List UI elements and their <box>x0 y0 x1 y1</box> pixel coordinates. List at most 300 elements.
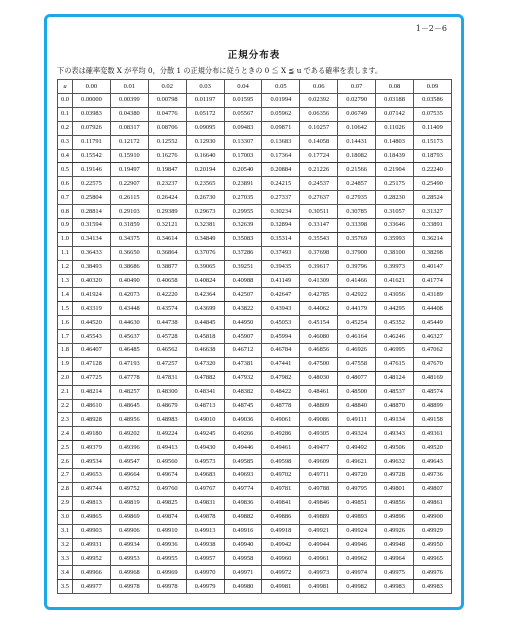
row-header-u: 2.9 <box>58 496 73 510</box>
table-cell: 0.38100 <box>376 246 414 260</box>
table-cell: 0.30511 <box>300 205 338 219</box>
table-cell: 0.48778 <box>262 399 300 413</box>
table-row <box>58 357 452 371</box>
table-cell: 0.49632 <box>376 455 414 469</box>
table-cell: 0.48257 <box>110 385 148 399</box>
table-cell: 0.39617 <box>300 260 338 274</box>
table-cell: 0.49970 <box>186 566 224 580</box>
table-cell: 0.36214 <box>414 232 452 246</box>
table-cell: 0.41309 <box>300 274 338 288</box>
table-cell: 0.49831 <box>186 496 224 510</box>
table-cell: 0.06356 <box>300 107 338 121</box>
table-cell: 0.49825 <box>148 496 186 510</box>
row-header-u: 1.1 <box>58 246 73 260</box>
table-cell: 0.09483 <box>224 121 262 135</box>
table-cell: 0.48077 <box>338 371 376 385</box>
table-cell: 0.49361 <box>414 427 452 441</box>
table-cell: 0.33147 <box>300 219 338 233</box>
table-cell: 0.49036 <box>224 413 262 427</box>
table-cell: 0.44630 <box>110 316 148 330</box>
table-cell: 0.27935 <box>338 191 376 205</box>
table-cell: 0.11409 <box>414 121 452 135</box>
table-cell: 0.16276 <box>148 149 186 163</box>
table-cell: 0.49981 <box>262 580 300 594</box>
table-cell: 0.46164 <box>338 330 376 344</box>
table-cell: 0.34134 <box>73 232 111 246</box>
table-cell: 0.41621 <box>376 274 414 288</box>
table-cell: 0.49520 <box>414 441 452 455</box>
table-cell: 0.07142 <box>376 107 414 121</box>
table-row <box>58 163 452 177</box>
table-cell: 0.39973 <box>376 260 414 274</box>
table-cell: 0.47128 <box>73 357 111 371</box>
table-cell: 0.43822 <box>224 302 262 316</box>
table-cell: 0.03188 <box>376 94 414 108</box>
table-cell: 0.47441 <box>262 357 300 371</box>
table-cell: 0.49900 <box>414 510 452 524</box>
row-header-u: 1.5 <box>58 302 73 316</box>
table-cell: 0.26115 <box>110 191 148 205</box>
column-header: 0.05 <box>262 80 300 94</box>
table-cell: 0.49938 <box>186 538 224 552</box>
row-header-u: 2.8 <box>58 482 73 496</box>
row-header-u: 3.2 <box>58 538 73 552</box>
table-cell: 0.46926 <box>338 344 376 358</box>
column-header: 0.01 <box>110 80 148 94</box>
table-cell: 0.15910 <box>110 149 148 163</box>
table-cell: 0.41924 <box>73 288 111 302</box>
table-cell: 0.49851 <box>338 496 376 510</box>
table-cell: 0.29389 <box>148 205 186 219</box>
table-cell: 0.45352 <box>376 316 414 330</box>
table-cell: 0.35314 <box>262 232 300 246</box>
table-cell: 0.46995 <box>376 344 414 358</box>
table-cell: 0.17003 <box>224 149 262 163</box>
table-cell: 0.46327 <box>414 330 452 344</box>
table-cell: 0.48341 <box>186 385 224 399</box>
table-cell: 0.49702 <box>262 469 300 483</box>
table-cell: 0.11791 <box>73 135 111 149</box>
table-cell: 0.25175 <box>376 177 414 191</box>
table-cell: 0.49446 <box>224 441 262 455</box>
table-cell: 0.49946 <box>338 538 376 552</box>
table-cell: 0.48537 <box>376 385 414 399</box>
column-header: 0.03 <box>186 80 224 94</box>
table-cell: 0.20194 <box>186 163 224 177</box>
table-cell: 0.43574 <box>148 302 186 316</box>
table-cell: 0.49767 <box>186 482 224 496</box>
table-cell: 0.44738 <box>148 316 186 330</box>
table-row <box>58 246 452 260</box>
table-cell: 0.00000 <box>73 94 111 108</box>
table-cell: 0.17724 <box>300 149 338 163</box>
table-cell: 0.34375 <box>110 232 148 246</box>
table-cell: 0.44295 <box>376 302 414 316</box>
table-cell: 0.41149 <box>262 274 300 288</box>
table-cell: 0.47982 <box>262 371 300 385</box>
table-cell: 0.21566 <box>338 163 376 177</box>
table-cell: 0.37493 <box>262 246 300 260</box>
row-header-u: 2.3 <box>58 413 73 427</box>
table-cell: 0.38877 <box>148 260 186 274</box>
column-header: 0.00 <box>73 80 111 94</box>
table-cell: 0.40490 <box>110 274 148 288</box>
table-cell: 0.49461 <box>262 441 300 455</box>
table-cell: 0.49964 <box>376 552 414 566</box>
table-cell: 0.12552 <box>148 135 186 149</box>
table-cell: 0.49547 <box>110 455 148 469</box>
table-cell: 0.49245 <box>186 427 224 441</box>
table-cell: 0.22907 <box>110 177 148 191</box>
row-header-u: 0.2 <box>58 121 73 135</box>
table-row <box>58 121 452 135</box>
table-cell: 0.49693 <box>224 469 262 483</box>
row-header-u: 0.4 <box>58 149 73 163</box>
table-cell: 0.48422 <box>262 385 300 399</box>
table-cell: 0.49621 <box>338 455 376 469</box>
table-cell: 0.44950 <box>224 316 262 330</box>
table-description: 下の表は確率変数 X が平均 0，分散 1 の正規分布に従うときの 0 ≦ X ≦ u である確率を表します。 <box>57 66 383 75</box>
table-cell: 0.45994 <box>262 330 300 344</box>
column-header: 0.02 <box>148 80 186 94</box>
page-number: 1－2－6 <box>415 24 447 33</box>
table-cell: 0.46246 <box>376 330 414 344</box>
document-frame <box>44 14 464 610</box>
table-cell: 0.18439 <box>376 149 414 163</box>
table-cell: 0.48870 <box>376 399 414 413</box>
table-cell: 0.49940 <box>224 538 262 552</box>
table-cell: 0.49609 <box>300 455 338 469</box>
table-cell: 0.48840 <box>338 399 376 413</box>
table-cell: 0.37698 <box>300 246 338 260</box>
table-cell: 0.41774 <box>414 274 452 288</box>
table-cell: 0.11026 <box>376 121 414 135</box>
table-cell: 0.25804 <box>73 191 111 205</box>
table-cell: 0.49965 <box>414 552 452 566</box>
table-cell: 0.19847 <box>148 163 186 177</box>
table-cell: 0.49966 <box>73 566 111 580</box>
row-header-u: 0.1 <box>58 107 73 121</box>
table-header-row <box>58 80 452 94</box>
table-cell: 0.39435 <box>262 260 300 274</box>
table-cell: 0.10257 <box>300 121 338 135</box>
table-cell: 0.49010 <box>186 413 224 427</box>
table-cell: 0.49343 <box>376 427 414 441</box>
table-cell: 0.49924 <box>338 524 376 538</box>
row-header-u: 0.8 <box>58 205 73 219</box>
table-cell: 0.30785 <box>338 205 376 219</box>
table-cell: 0.48956 <box>110 413 148 427</box>
table-cell: 0.49931 <box>73 538 111 552</box>
table-cell: 0.49926 <box>376 524 414 538</box>
table-cell: 0.45154 <box>300 316 338 330</box>
table-cell: 0.48899 <box>414 399 452 413</box>
table-cell: 0.20884 <box>262 163 300 177</box>
table-cell: 0.31327 <box>414 205 452 219</box>
table-cell: 0.49910 <box>148 524 186 538</box>
table-cell: 0.49379 <box>73 441 111 455</box>
table-cell: 0.43699 <box>186 302 224 316</box>
table-cell: 0.49896 <box>376 510 414 524</box>
table-cell: 0.14431 <box>338 135 376 149</box>
table-cell: 0.09871 <box>262 121 300 135</box>
table-cell: 0.49788 <box>300 482 338 496</box>
table-row <box>58 482 452 496</box>
table-cell: 0.41466 <box>338 274 376 288</box>
table-cell: 0.46080 <box>300 330 338 344</box>
table-cell: 0.44845 <box>186 316 224 330</box>
table-cell: 0.49960 <box>262 552 300 566</box>
table-cell: 0.39251 <box>224 260 262 274</box>
table-cell: 0.49683 <box>186 469 224 483</box>
table-cell: 0.49286 <box>262 427 300 441</box>
table-cell: 0.47320 <box>186 357 224 371</box>
table-cell: 0.49903 <box>73 524 111 538</box>
table-row <box>58 135 452 149</box>
table-cell: 0.49134 <box>376 413 414 427</box>
table-cell: 0.49266 <box>224 427 262 441</box>
table-cell: 0.49711 <box>300 469 338 483</box>
table-row <box>58 566 452 580</box>
table-cell: 0.47381 <box>224 357 262 371</box>
table-cell: 0.49430 <box>186 441 224 455</box>
table-cell: 0.49929 <box>414 524 452 538</box>
table-cell: 0.48610 <box>73 399 111 413</box>
table-cell: 0.49913 <box>186 524 224 538</box>
row-header-u: 3.3 <box>58 552 73 566</box>
table-cell: 0.22240 <box>414 163 452 177</box>
table-row <box>58 330 452 344</box>
row-header-u: 0.7 <box>58 191 73 205</box>
table-row <box>58 191 452 205</box>
table-cell: 0.42785 <box>300 288 338 302</box>
table-cell: 0.44520 <box>73 316 111 330</box>
table-cell: 0.13683 <box>262 135 300 149</box>
table-cell: 0.44408 <box>414 302 452 316</box>
table-cell: 0.49664 <box>110 469 148 483</box>
table-cell: 0.48983 <box>148 413 186 427</box>
table-row <box>58 302 452 316</box>
table-cell: 0.13307 <box>224 135 262 149</box>
table-row <box>58 232 452 246</box>
table-row <box>58 219 452 233</box>
table-cell: 0.49981 <box>300 580 338 594</box>
table-cell: 0.07926 <box>73 121 111 135</box>
table-cell: 0.27035 <box>224 191 262 205</box>
row-header-u: 3.5 <box>58 580 73 594</box>
table-cell: 0.49878 <box>186 510 224 524</box>
row-header-u: 0.5 <box>58 163 73 177</box>
table-cell: 0.15173 <box>414 135 452 149</box>
table-cell: 0.10642 <box>338 121 376 135</box>
table-cell: 0.18082 <box>338 149 376 163</box>
table-cell: 0.46638 <box>186 344 224 358</box>
table-cell: 0.49982 <box>338 580 376 594</box>
table-cell: 0.48679 <box>148 399 186 413</box>
table-cell: 0.37076 <box>186 246 224 260</box>
table-cell: 0.49752 <box>110 482 148 496</box>
table-cell: 0.00798 <box>148 94 186 108</box>
table-cell: 0.49957 <box>186 552 224 566</box>
table-cell: 0.16640 <box>186 149 224 163</box>
table-cell: 0.49807 <box>414 482 452 496</box>
table-cell: 0.24537 <box>300 177 338 191</box>
row-header-u: 1.7 <box>58 330 73 344</box>
table-cell: 0.40147 <box>414 260 452 274</box>
table-cell: 0.38298 <box>414 246 452 260</box>
table-cell: 0.01197 <box>186 94 224 108</box>
table-cell: 0.23891 <box>224 177 262 191</box>
row-header-u: 2.6 <box>58 455 73 469</box>
table-cell: 0.43943 <box>262 302 300 316</box>
table-cell: 0.48500 <box>338 385 376 399</box>
table-cell: 0.49950 <box>414 538 452 552</box>
table-cell: 0.49936 <box>148 538 186 552</box>
row-header-u: 1.9 <box>58 357 73 371</box>
table-cell: 0.49978 <box>148 580 186 594</box>
table-cell: 0.09095 <box>186 121 224 135</box>
table-cell: 0.49974 <box>338 566 376 580</box>
table-cell: 0.43319 <box>73 302 111 316</box>
table-cell: 0.46856 <box>300 344 338 358</box>
table-cell: 0.36650 <box>110 246 148 260</box>
table-cell: 0.29103 <box>110 205 148 219</box>
table-cell: 0.26424 <box>148 191 186 205</box>
table-cell: 0.49653 <box>73 469 111 483</box>
table-cell: 0.49874 <box>148 510 186 524</box>
table-cell: 0.49886 <box>262 510 300 524</box>
table-cell: 0.49801 <box>376 482 414 496</box>
table-cell: 0.06749 <box>338 107 376 121</box>
table-cell: 0.43448 <box>110 302 148 316</box>
table-row <box>58 205 452 219</box>
table-cell: 0.45907 <box>224 330 262 344</box>
table-cell: 0.04380 <box>110 107 148 121</box>
table-cell: 0.40320 <box>73 274 111 288</box>
table-cell: 0.30234 <box>262 205 300 219</box>
table-cell: 0.35543 <box>300 232 338 246</box>
table-cell: 0.35993 <box>376 232 414 246</box>
table-cell: 0.49978 <box>110 580 148 594</box>
table-row <box>58 107 452 121</box>
table-cell: 0.48461 <box>300 385 338 399</box>
table-cell: 0.02392 <box>300 94 338 108</box>
table-row <box>58 260 452 274</box>
table-cell: 0.29673 <box>186 205 224 219</box>
table-cell: 0.49972 <box>262 566 300 580</box>
table-cell: 0.49305 <box>300 427 338 441</box>
row-header-u: 2.4 <box>58 427 73 441</box>
table-cell: 0.49983 <box>414 580 452 594</box>
table-cell: 0.49781 <box>262 482 300 496</box>
table-cell: 0.49492 <box>338 441 376 455</box>
table-cell: 0.48030 <box>300 371 338 385</box>
row-header-u: 0.0 <box>58 94 73 108</box>
table-cell: 0.47932 <box>224 371 262 385</box>
table-cell: 0.49869 <box>110 510 148 524</box>
table-cell: 0.49955 <box>148 552 186 566</box>
table-cell: 0.49598 <box>262 455 300 469</box>
table-cell: 0.19146 <box>73 163 111 177</box>
table-cell: 0.49202 <box>110 427 148 441</box>
row-header-u: 1.2 <box>58 260 73 274</box>
table-cell: 0.46712 <box>224 344 262 358</box>
row-header-u: 2.1 <box>58 385 73 399</box>
table-row <box>58 455 452 469</box>
table-cell: 0.49061 <box>262 413 300 427</box>
table-cell: 0.49744 <box>73 482 111 496</box>
table-cell: 0.42073 <box>110 288 148 302</box>
table-cell: 0.49979 <box>186 580 224 594</box>
table-cell: 0.27337 <box>262 191 300 205</box>
table-cell: 0.17364 <box>262 149 300 163</box>
table-cell: 0.49396 <box>110 441 148 455</box>
table-cell: 0.47257 <box>148 357 186 371</box>
table-cell: 0.49942 <box>262 538 300 552</box>
table-cell: 0.49585 <box>224 455 262 469</box>
table-cell: 0.45637 <box>110 330 148 344</box>
table-cell: 0.31057 <box>376 205 414 219</box>
table-cell: 0.45449 <box>414 316 452 330</box>
table-cell: 0.49856 <box>376 496 414 510</box>
table-cell: 0.49861 <box>414 496 452 510</box>
table-cell: 0.48300 <box>148 385 186 399</box>
table-row <box>58 441 452 455</box>
table-cell: 0.03586 <box>414 94 452 108</box>
table-cell: 0.49934 <box>110 538 148 552</box>
table-cell: 0.49813 <box>73 496 111 510</box>
table-cell: 0.32381 <box>186 219 224 233</box>
table-cell: 0.40824 <box>186 274 224 288</box>
table-row <box>58 385 452 399</box>
table-cell: 0.47882 <box>186 371 224 385</box>
table-cell: 0.02790 <box>338 94 376 108</box>
table-row <box>58 288 452 302</box>
table-cell: 0.32894 <box>262 219 300 233</box>
column-header: 0.07 <box>338 80 376 94</box>
table-cell: 0.04776 <box>148 107 186 121</box>
table-cell: 0.20540 <box>224 163 262 177</box>
table-cell: 0.49944 <box>300 538 338 552</box>
table-cell: 0.44179 <box>338 302 376 316</box>
table-cell: 0.49841 <box>262 496 300 510</box>
table-cell: 0.45728 <box>148 330 186 344</box>
table-cell: 0.33398 <box>338 219 376 233</box>
normal-distribution-table <box>57 79 452 594</box>
table-cell: 0.24215 <box>262 177 300 191</box>
table-cell: 0.42647 <box>262 288 300 302</box>
table-cell: 0.49560 <box>148 455 186 469</box>
table-cell: 0.15542 <box>73 149 111 163</box>
table-cell: 0.48214 <box>73 385 111 399</box>
table-cell: 0.39796 <box>338 260 376 274</box>
table-cell: 0.49921 <box>300 524 338 538</box>
table-cell: 0.49224 <box>148 427 186 441</box>
table-cell: 0.49573 <box>186 455 224 469</box>
table-cell: 0.01595 <box>224 94 262 108</box>
table-cell: 0.49819 <box>110 496 148 510</box>
table-cell: 0.49846 <box>300 496 338 510</box>
column-header: 0.04 <box>224 80 262 94</box>
table-cell: 0.47558 <box>338 357 376 371</box>
table-cell: 0.31859 <box>110 219 148 233</box>
table-cell: 0.29955 <box>224 205 262 219</box>
table-cell: 0.49889 <box>300 510 338 524</box>
table-row <box>58 510 452 524</box>
table-cell: 0.49736 <box>414 469 452 483</box>
table-row <box>58 538 452 552</box>
table-cell: 0.42364 <box>186 288 224 302</box>
